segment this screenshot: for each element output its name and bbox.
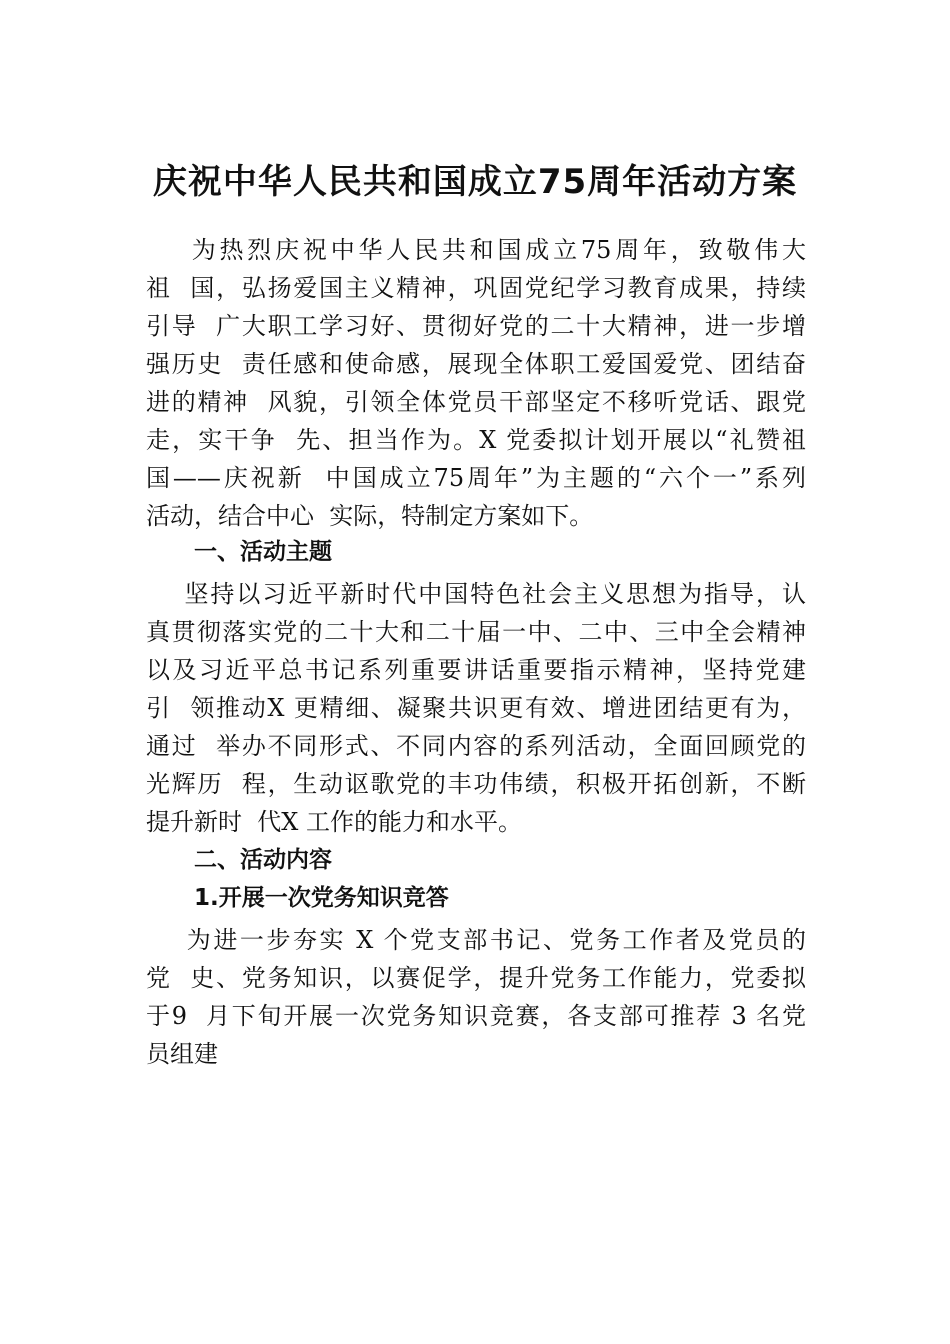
theme-line: 提升新时 代X 工作的能力和水平。 <box>146 808 522 836</box>
intro-line: 国——庆祝新 中国成立75周年”为主题的“六个一”系列 <box>146 464 806 492</box>
section-heading-content: 二、活动内容 <box>194 847 332 873</box>
intro-line: 祖 国，弘扬爱国主义精神，巩固党纪学习教育成果，持续 <box>146 274 806 302</box>
quiz-line: 于9 月下旬开展一次党务知识竞赛，各支部可推荐 3 名党 <box>146 1002 806 1030</box>
section-heading-theme: 一、活动主题 <box>194 539 332 565</box>
intro-line: 活动，结合中心 实际，特制定方案如下。 <box>146 502 594 530</box>
quiz-line: 为进一步夯实 X 个党支部书记、党务工作者及党员的 <box>146 926 806 954</box>
intro-line: 走，实干争 先、担当作为。X 党委拟计划开展以“礼赞祖 <box>146 426 806 454</box>
intro-line: 进的精神 风貌，引领全体党员干部坚定不移听党话、跟党 <box>146 388 806 416</box>
theme-line: 坚持以习近平新时代中国特色社会主义思想为指导，认 <box>146 580 806 608</box>
theme-line: 光辉历 程，生动讴歌党的丰功伟绩，积极开拓创新，不断 <box>146 770 806 798</box>
subsection-heading-quiz: 1.开展一次党务知识竞答 <box>194 885 449 911</box>
quiz-line: 党 史、党务知识，以赛促学，提升党务工作能力，党委拟 <box>146 964 806 992</box>
theme-line: 引 领推动X 更精细、凝聚共识更有效、增进团结更有为， <box>146 694 806 722</box>
theme-line: 以及习近平总书记系列重要讲话重要指示精神，坚持党建 <box>146 656 806 684</box>
theme-line: 真贯彻落实党的二十大和二十届一中、二中、三中全会精神 <box>146 618 806 646</box>
intro-line: 引导 广大职工学习好、贯彻好党的二十大精神，进一步增 <box>146 312 806 340</box>
intro-line: 强历史 责任感和使命感，展现全体职工爱国爱党、团结奋 <box>146 350 806 378</box>
quiz-line: 员组建 <box>146 1040 218 1068</box>
intro-line: 为热烈庆祝中华人民共和国成立75周年，致敬伟大 <box>146 236 806 264</box>
theme-line: 通过 举办不同形式、不同内容的系列活动，全面回顾党的 <box>146 732 806 760</box>
document-title: 庆祝中华人民共和国成立75周年活动方案 <box>152 162 798 202</box>
